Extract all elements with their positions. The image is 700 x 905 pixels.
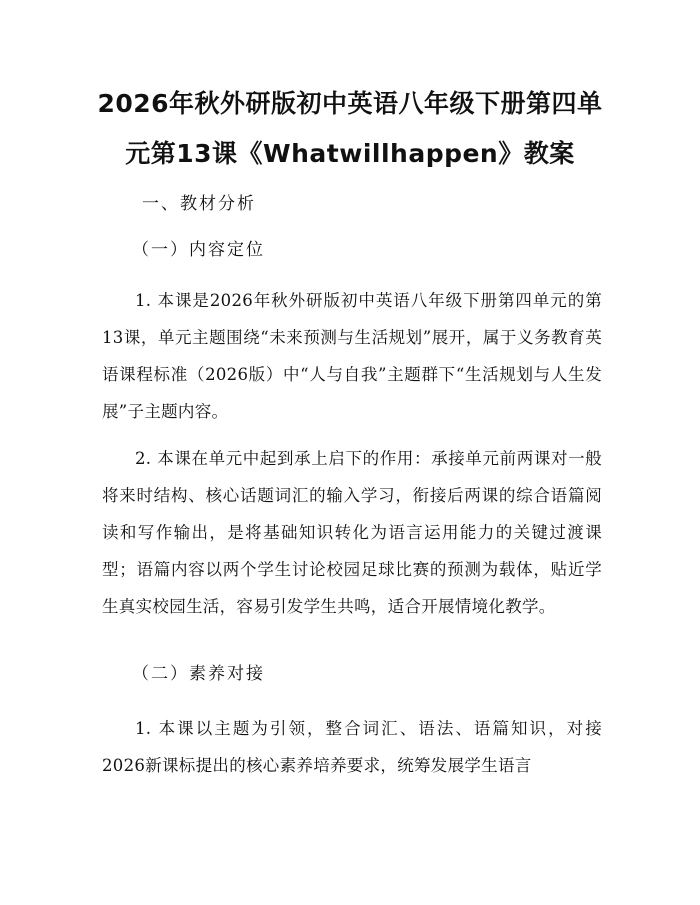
- subsection-heading-literacy-alignment: （二）素养对接: [132, 664, 265, 684]
- document-title-line-2: 元第13课《Whatwillhappen》教案: [125, 139, 575, 168]
- document-title-line-1: 2026年秋外研版初中英语八年级下册第四单: [97, 89, 603, 118]
- section-heading-teaching-material-analysis: 一、教材分析: [142, 194, 256, 214]
- paragraph-1: 1. 本课是2026年秋外研版初中英语八年级下册第四单元的第13课，单元主题围绕“未来预测与生活规划”展开，属于义务教育英语课程标准（2026版）中“人与自我”主题群下“生活规划与人生发展”子主题内容。: [102, 291, 602, 421]
- subsection-heading-content-positioning: （一）内容定位: [132, 240, 265, 260]
- paragraph-2: 2. 本课在单元中起到承上启下的作用：承接单元前两课对一般将来时结构、核心话题词汇的输入学习，衔接后两课的综合语篇阅读和写作输出，是将基础知识转化为语言运用能力的关键过渡课型；语篇内容以两个学生讨论校园足球比赛的预测为载体，贴近学生真实校园生活，容易引发学生共鸣，适合开展情境化教学。: [102, 449, 602, 616]
- paragraph-3: 1. 本课以主题为引领，整合词汇、语法、语篇知识，对接2026新课标提出的核心素养培养要求，统筹发展学生语言: [102, 719, 602, 775]
